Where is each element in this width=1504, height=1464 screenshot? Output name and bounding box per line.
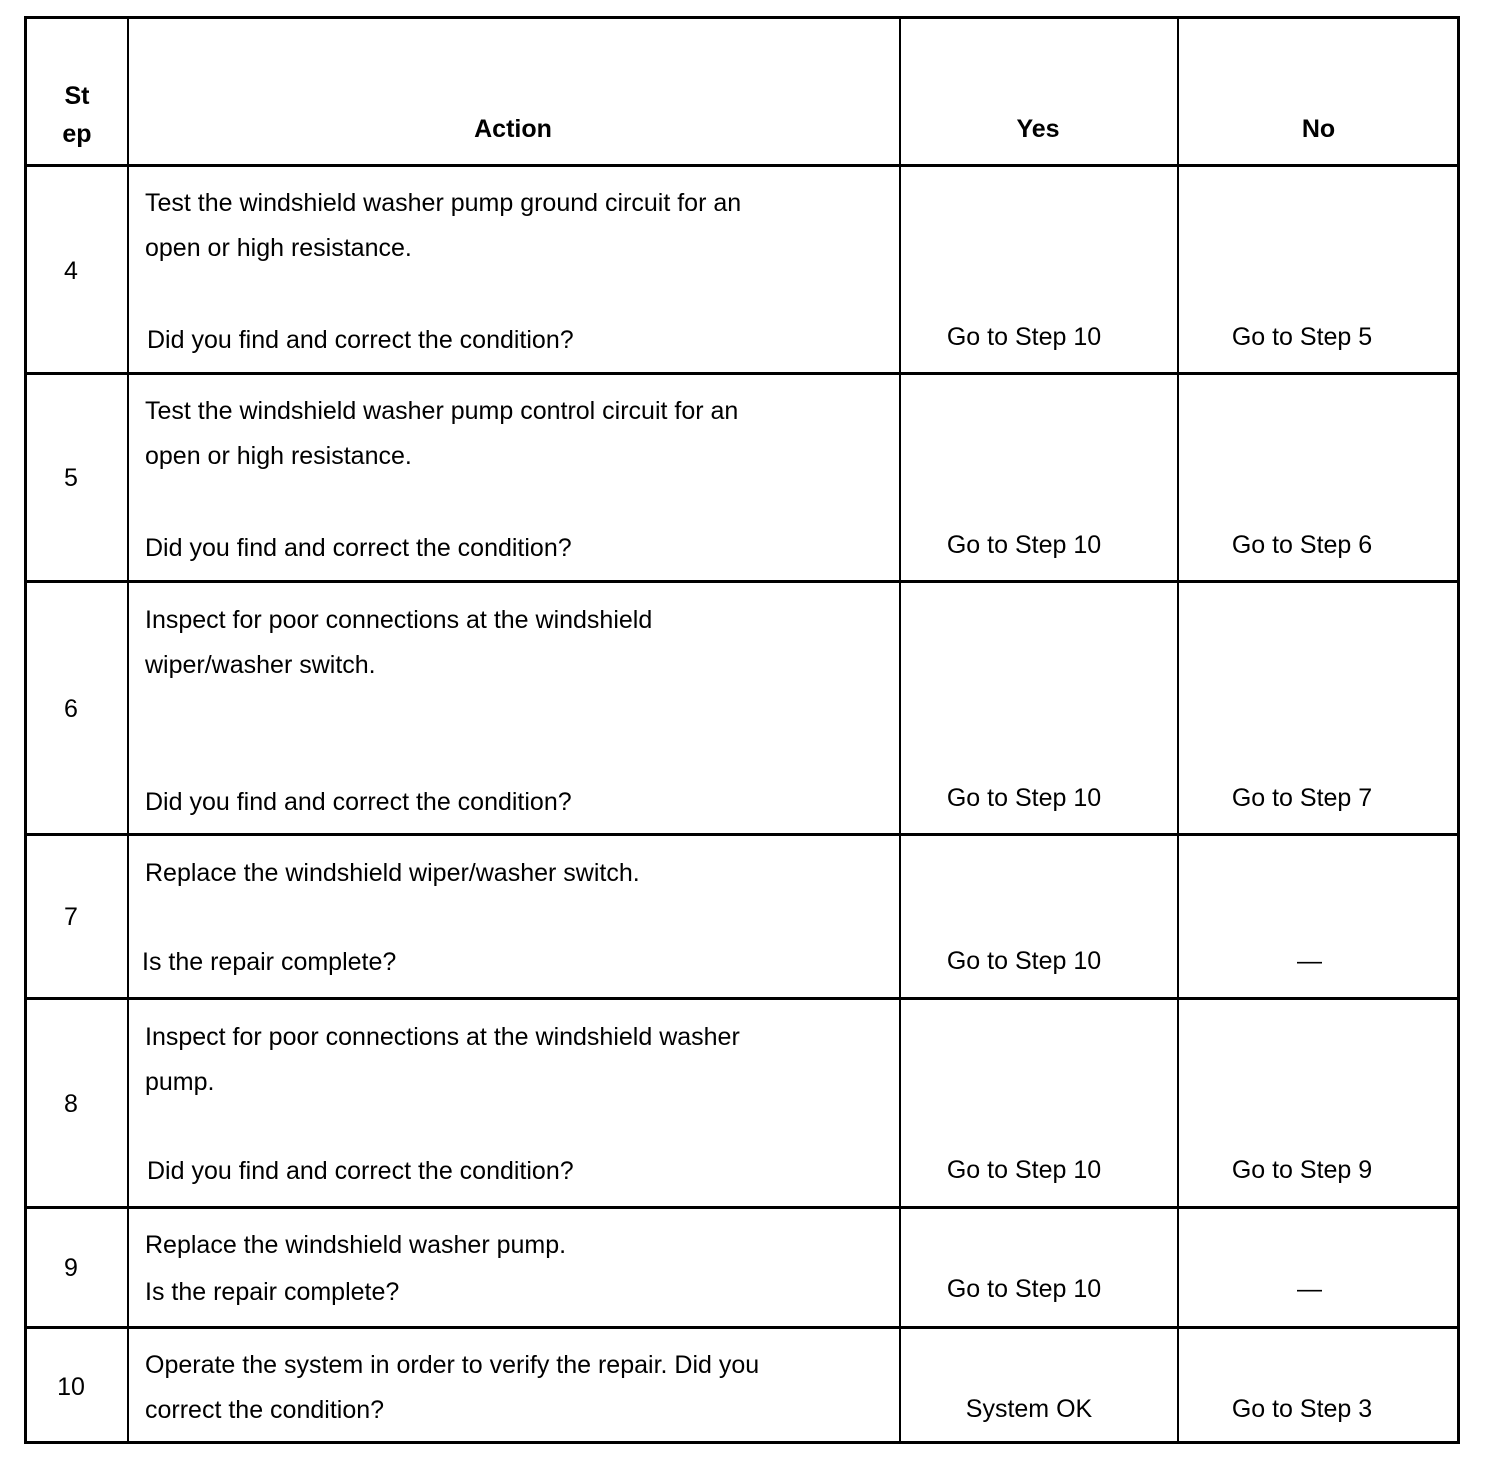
action-text: Operate the system in order to verify the repair. Did you correct the condition? (145, 1351, 760, 1424)
no-result: — (1297, 947, 1322, 975)
row-divider (27, 580, 1457, 583)
row-divider (27, 1326, 1457, 1329)
action-text: Test the windshield washer pump control circuit for an open or high resistance. (145, 397, 739, 470)
action-question: Is the repair complete? (145, 1278, 400, 1306)
header-step: St ep (62, 82, 92, 148)
yes-result: Go to Step 10 (946, 1156, 1102, 1184)
column-divider (1177, 19, 1179, 1441)
yes-result: Go to Step 10 (946, 1275, 1102, 1303)
action-text: Replace the windshield wiper/washer switch. (145, 859, 640, 887)
yes-result: System OK (965, 1395, 1093, 1423)
no-result: Go to Step 3 (1231, 1395, 1373, 1423)
row-divider (27, 833, 1457, 836)
step-number: 4 (64, 257, 78, 285)
step-number: 6 (64, 695, 78, 723)
column-divider (127, 19, 129, 1441)
no-result: Go to Step 5 (1231, 323, 1373, 351)
yes-result: Go to Step 10 (946, 947, 1102, 975)
action-text: Replace the windshield washer pump. (145, 1231, 567, 1259)
no-result: Go to Step 7 (1231, 784, 1373, 812)
header-action: Action (474, 115, 552, 143)
action-question: Did you find and correct the condition? (145, 788, 572, 816)
no-result: Go to Step 6 (1231, 531, 1373, 559)
action-question: Did you find and correct the condition? (147, 1157, 574, 1185)
no-result: — (1297, 1275, 1322, 1303)
step-number: 8 (64, 1090, 78, 1118)
step-number: 5 (64, 464, 78, 492)
row-divider (27, 997, 1457, 1000)
header-yes: Yes (1016, 115, 1060, 143)
column-divider (899, 19, 901, 1441)
action-text: Inspect for poor connections at the windshield washer pump. (145, 1023, 740, 1096)
action-question: Did you find and correct the condition? (145, 534, 572, 562)
row-divider (27, 164, 1457, 167)
yes-result: Go to Step 10 (946, 323, 1102, 351)
no-result: Go to Step 9 (1231, 1156, 1373, 1184)
action-text: Test the windshield washer pump ground circuit for an open or high resistance. (145, 189, 742, 262)
yes-result: Go to Step 10 (946, 531, 1102, 559)
header-no: No (1301, 115, 1336, 143)
row-divider (27, 372, 1457, 375)
step-number: 10 (57, 1373, 85, 1401)
step-number: 7 (64, 903, 78, 931)
diagnostic-table (24, 16, 1460, 1444)
yes-result: Go to Step 10 (946, 784, 1102, 812)
step-number: 9 (64, 1254, 78, 1282)
action-text: Inspect for poor connections at the windshield wiper/washer switch. (145, 606, 653, 679)
action-question: Is the repair complete? (142, 948, 397, 976)
action-question: Did you find and correct the condition? (147, 326, 574, 354)
row-divider (27, 1206, 1457, 1209)
